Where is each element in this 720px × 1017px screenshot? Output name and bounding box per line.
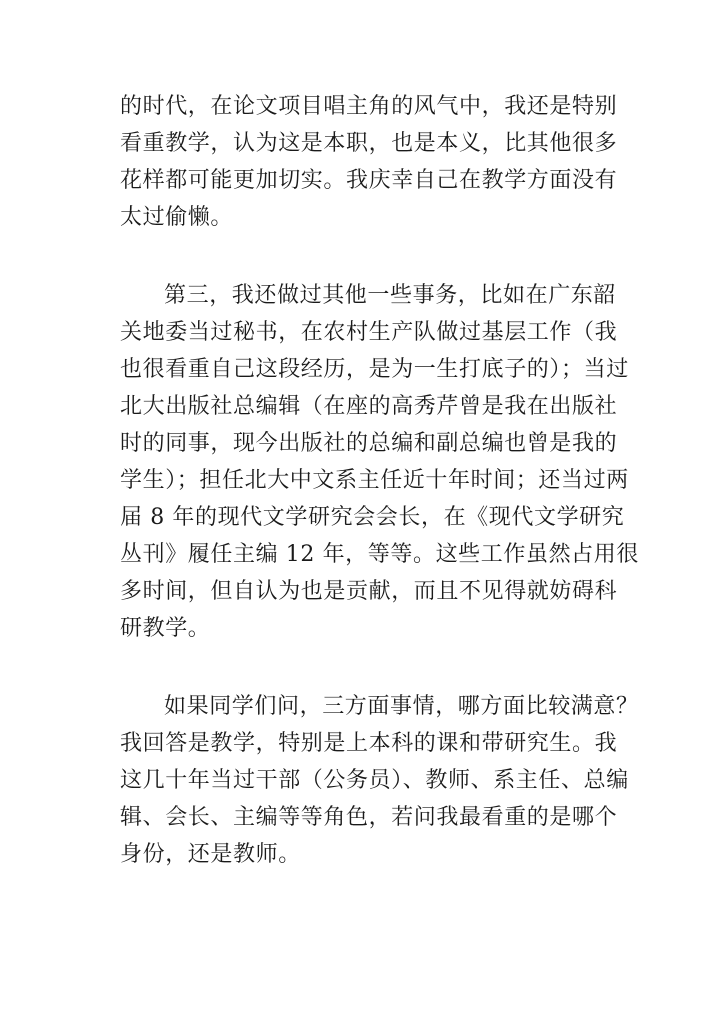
- text-line: 我回答是教学，特别是上本科的课和带研究生。我: [120, 731, 618, 756]
- text-line: 届 8 年的现代文学研究会会长，在《现代文学研究: [120, 505, 625, 530]
- text-line: 花样都可能更加切实。我庆幸自己在教学方面没有: [120, 168, 618, 193]
- text-line: 辑、会长、主编等等角色，若问我最看重的是哪个: [120, 805, 618, 830]
- text-line: 北大出版社总编辑（在座的高秀芹曾是我在出版社: [120, 394, 618, 419]
- text-line: 的时代，在论文项目唱主角的风气中，我还是特别: [120, 94, 618, 119]
- text-line: 太过偷懒。: [120, 205, 234, 230]
- paragraph-other-affairs: [120, 277, 639, 647]
- paragraph-most-satisfied: [120, 688, 639, 873]
- text-line: 研教学。: [120, 616, 211, 641]
- text-line: 多时间，但自认为也是贡献，而且不见得就妨碍科: [120, 579, 618, 604]
- paragraph-teaching-emphasis: [120, 88, 618, 236]
- text-line: 第三，我还做过其他一些事务，比如在广东韶: [164, 283, 617, 308]
- text-line: 身份，还是教师。: [120, 842, 301, 867]
- text-line: 也很看重自己这段经历，是为一生打底子的）；当过: [120, 357, 629, 382]
- text-line: 时的同事，现今出版社的总编和副总编也曾是我的: [120, 431, 618, 456]
- text-line: 这几十年当过干部（公务员）、教师、系主任、总编: [120, 768, 629, 793]
- text-line: 丛刊》履任主编 12 年，等等。这些工作虽然占用很: [120, 542, 639, 567]
- text-line: 看重教学，认为这是本职，也是本义，比其他很多: [120, 131, 618, 156]
- text-line: 学生）；担任北大中文系主任近十年时间；还当过两: [120, 468, 629, 493]
- text-line: 关地委当过秘书，在农村生产队做过基层工作（我: [120, 320, 618, 345]
- text-line: 如果同学们问，三方面事情，哪方面比较满意？: [164, 694, 639, 719]
